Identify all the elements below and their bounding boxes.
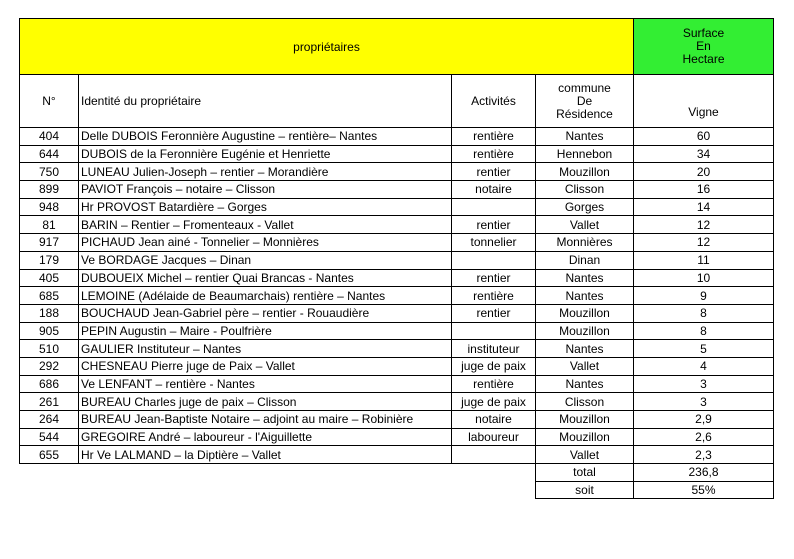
row-vigne: 5	[634, 340, 774, 358]
row-identity: BOUCHAUD Jean-Gabriel père – rentier - Rouaudière	[79, 304, 452, 322]
surface-line1: Surface	[682, 26, 725, 40]
row-commune: Nantes	[536, 340, 634, 358]
table-row	[20, 287, 774, 305]
row-vigne: 3	[634, 393, 774, 411]
row-number: 188	[20, 304, 79, 322]
total-label: total	[536, 464, 634, 482]
row-vigne: 20	[634, 163, 774, 181]
row-vigne: 2,3	[634, 446, 774, 464]
row-identity: Hr Ve LALMAND – la Diptière – Vallet	[79, 446, 452, 464]
row-number: 750	[20, 163, 79, 181]
row-commune: Monnières	[536, 234, 634, 252]
table-row	[20, 181, 774, 199]
surface-line3: Hectare	[682, 52, 725, 66]
row-activity: rentier	[452, 216, 536, 234]
row-commune: Mouzillon	[536, 411, 634, 429]
row-activity: notaire	[452, 411, 536, 429]
empty-cell	[20, 481, 536, 499]
table-row	[20, 145, 774, 163]
row-identity: BUREAU Jean-Baptiste Notaire – adjoint au maire – Robinière	[79, 411, 452, 429]
row-vigne: 10	[634, 269, 774, 287]
row-identity: GREGOIRE André – laboureur - l'Aiguillette	[79, 428, 452, 446]
row-activity: rentier	[452, 163, 536, 181]
row-vigne: 11	[634, 251, 774, 269]
row-activity: tonnelier	[452, 234, 536, 252]
table-row	[20, 163, 774, 181]
row-commune: Mouzillon	[536, 304, 634, 322]
row-commune: Dinan	[536, 251, 634, 269]
row-commune: Nantes	[536, 287, 634, 305]
table-row	[20, 375, 774, 393]
row-number: 179	[20, 251, 79, 269]
table-row	[20, 340, 774, 358]
row-number: 81	[20, 216, 79, 234]
row-vigne: 2,9	[634, 411, 774, 429]
row-activity: rentière	[452, 375, 536, 393]
row-number: 644	[20, 145, 79, 163]
share-value: 55%	[634, 481, 774, 499]
col-activities-header: Activités	[452, 75, 536, 128]
row-identity: DUBOUEIX Michel – rentier Quai Brancas - Nantes	[79, 269, 452, 287]
table-row	[20, 234, 774, 252]
row-vigne: 9	[634, 287, 774, 305]
table-row	[20, 216, 774, 234]
row-activity: notaire	[452, 181, 536, 199]
row-identity: Ve BORDAGE Jacques – Dinan	[79, 251, 452, 269]
surface-header	[634, 19, 774, 75]
row-number: 261	[20, 393, 79, 411]
row-identity: PICHAUD Jean ainé - Tonnelier – Monnières	[79, 234, 452, 252]
row-commune: Nantes	[536, 375, 634, 393]
row-commune: Vallet	[536, 216, 634, 234]
row-activity: rentier	[452, 304, 536, 322]
col-commune-header: commune De Résidence	[536, 75, 634, 128]
table-row	[20, 322, 774, 340]
row-commune: Mouzillon	[536, 322, 634, 340]
row-vigne: 60	[634, 128, 774, 146]
row-commune: Clisson	[536, 181, 634, 199]
row-vigne: 34	[634, 145, 774, 163]
row-number: 405	[20, 269, 79, 287]
row-activity	[452, 446, 536, 464]
row-identity: BARIN – Rentier – Fromenteaux - Vallet	[79, 216, 452, 234]
row-identity: CHESNEAU Pierre juge de Paix – Vallet	[79, 357, 452, 375]
owners-table	[19, 18, 774, 499]
row-identity: PAVIOT François – notaire – Clisson	[79, 181, 452, 199]
row-identity: Delle DUBOIS Feronnière Augustine – rentière– Nantes	[79, 128, 452, 146]
owners-title: propriétaires	[20, 19, 634, 75]
row-number: 917	[20, 234, 79, 252]
col-vigne-header: Vigne	[634, 75, 774, 128]
row-activity: rentière	[452, 287, 536, 305]
row-vigne: 12	[634, 234, 774, 252]
row-vigne: 8	[634, 322, 774, 340]
row-activity: juge de paix	[452, 393, 536, 411]
table-row	[20, 251, 774, 269]
row-commune: Vallet	[536, 446, 634, 464]
col-identity-header: Identité du propriétaire	[79, 75, 452, 128]
row-identity: PEPIN Augustin – Maire - Poulfrière	[79, 322, 452, 340]
row-vigne: 14	[634, 198, 774, 216]
total-value: 236,8	[634, 464, 774, 482]
row-number: 685	[20, 287, 79, 305]
table-row	[20, 269, 774, 287]
share-label: soit	[536, 481, 634, 499]
row-commune: Mouzillon	[536, 163, 634, 181]
table-row	[20, 357, 774, 375]
table-row	[20, 428, 774, 446]
row-vigne: 2,6	[634, 428, 774, 446]
row-number: 544	[20, 428, 79, 446]
share-row	[20, 481, 774, 499]
row-commune: Clisson	[536, 393, 634, 411]
row-number: 655	[20, 446, 79, 464]
row-number: 264	[20, 411, 79, 429]
row-activity: rentière	[452, 145, 536, 163]
row-commune: Nantes	[536, 128, 634, 146]
table-row	[20, 411, 774, 429]
row-activity: laboureur	[452, 428, 536, 446]
row-activity	[452, 251, 536, 269]
table-row	[20, 198, 774, 216]
row-activity	[452, 322, 536, 340]
row-commune: Hennebon	[536, 145, 634, 163]
table-row	[20, 304, 774, 322]
row-number: 510	[20, 340, 79, 358]
row-identity: Hr PROVOST Batardière – Gorges	[79, 198, 452, 216]
row-commune: Gorges	[536, 198, 634, 216]
table-row	[20, 128, 774, 146]
row-number: 905	[20, 322, 79, 340]
row-number: 404	[20, 128, 79, 146]
row-number: 292	[20, 357, 79, 375]
row-vigne: 3	[634, 375, 774, 393]
empty-cell	[20, 464, 536, 482]
table-row	[20, 446, 774, 464]
row-vigne: 4	[634, 357, 774, 375]
row-activity: juge de paix	[452, 357, 536, 375]
row-activity: instituteur	[452, 340, 536, 358]
row-activity: rentier	[452, 269, 536, 287]
row-number: 686	[20, 375, 79, 393]
row-commune: Nantes	[536, 269, 634, 287]
table-row	[20, 393, 774, 411]
col-num-header: N°	[20, 75, 79, 128]
total-row	[20, 464, 774, 482]
row-identity: DUBOIS de la Feronnière Eugénie et Henriette	[79, 145, 452, 163]
row-activity: rentière	[452, 128, 536, 146]
row-vigne: 8	[634, 304, 774, 322]
row-vigne: 12	[634, 216, 774, 234]
row-commune: Mouzillon	[536, 428, 634, 446]
row-identity: LEMOINE (Adélaide de Beaumarchais) rentière – Nantes	[79, 287, 452, 305]
row-identity: BUREAU Charles juge de paix – Clisson	[79, 393, 452, 411]
row-activity	[452, 198, 536, 216]
row-identity: LUNEAU Julien-Joseph – rentier – Morandière	[79, 163, 452, 181]
row-number: 948	[20, 198, 79, 216]
row-identity: GAULIER Instituteur – Nantes	[79, 340, 452, 358]
title-row	[20, 19, 774, 75]
row-commune: Vallet	[536, 357, 634, 375]
row-identity: Ve LENFANT – rentière - Nantes	[79, 375, 452, 393]
row-vigne: 16	[634, 181, 774, 199]
column-header-row	[20, 75, 774, 128]
row-number: 899	[20, 181, 79, 199]
surface-line2: En	[696, 39, 711, 53]
